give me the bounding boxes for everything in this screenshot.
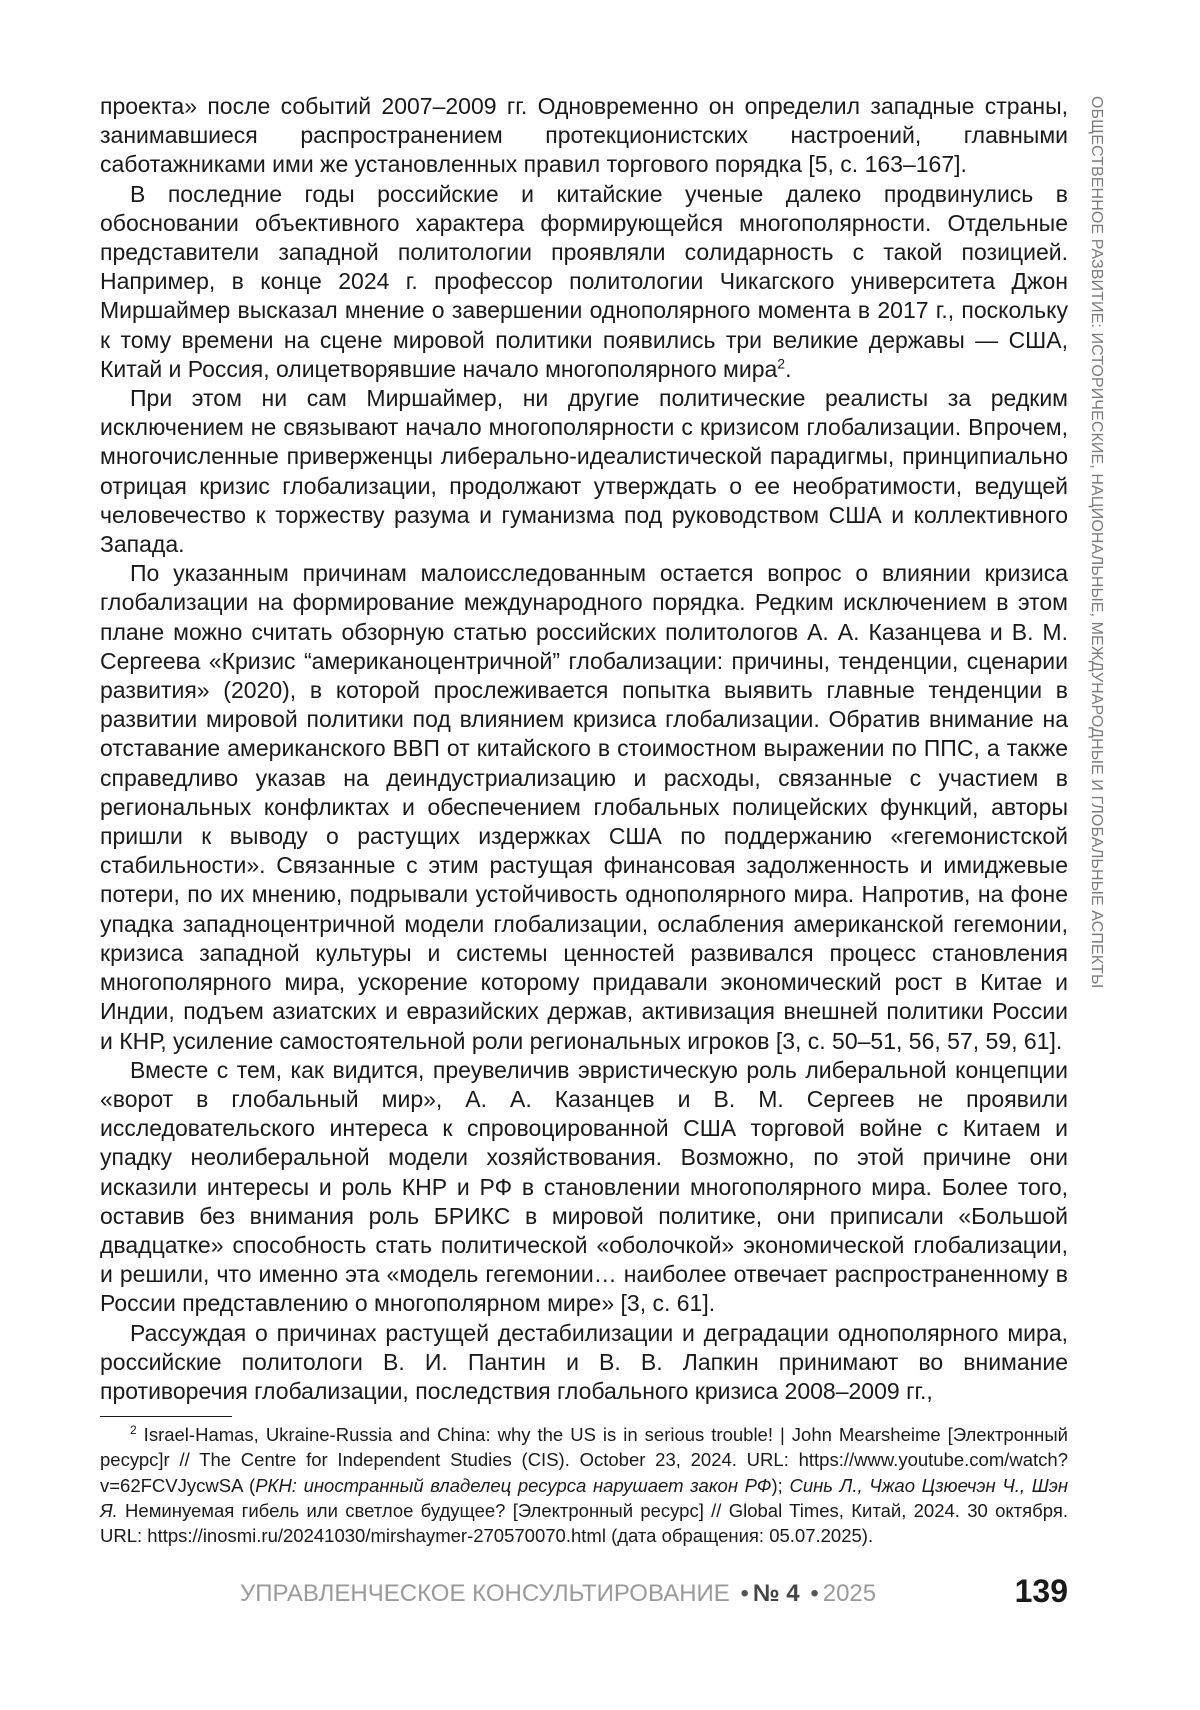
issue-number: № 4 [752,1580,800,1607]
footnote-2 [100,1422,1068,1548]
journal-name-text: УПРАВЛЕНЧЕСКОЕ КОНСУЛЬТИРОВАНИЕ [240,1580,730,1607]
paragraph-6: Рассуждая о причинах растущей дестабилизации и деградации однополярного мира, российские политологи В. И. Пантин и В. В. Лапкин принимают во внимание противоречия глобализации, последствия глобального кризиса 2008–2009 гг., [100,1319,1068,1404]
footnote-marker: 2 [130,1422,137,1437]
footnote-text-1: Israel-Hamas, Ukraine-Russia and China: why the US is in serious trouble! | John Mearsheime [Электронный ресурс]r // The Centre for Independent Studies (CIS). October 23, 2024. URL: https://www.youtube.com/watch?v=62FCVJycwSA ( [100,1424,1068,1496]
separator-dot-2: • [810,1580,819,1607]
page-footer [240,1570,1068,1614]
paragraph-2 [100,180,1068,384]
footnotes [100,1422,1068,1548]
main-text [100,92,1068,1406]
paragraph-2-end: . [785,355,792,382]
separator-dot: • [740,1580,749,1607]
paragraph-1: проекта» после событий 2007–2009 гг. Одновременно он определил западные страны, занимавшиеся распространением протекционистских настроений, главными саботажниками ими же установленных правил торгового порядка [5, с. 163–167]. [100,93,1068,178]
paragraph-2-text: В последние годы российские и китайские ученые далеко продвинулись в обосновании объективного характера формирующейся многополярности. Отдельные представители западной политологии проявляли солидарность с такой позицией. Например, в конце 2024 г. профессор политологии Чикагского университета Джон Миршаймер высказал мнение о завершении однополярного момента в 2017 г., поскольку к тому времени на сцене мировой политики появились три великие державы — США, Китай и Россия, олицетворявшие начало многополярного мира [100,180,1068,382]
footnote-text-2: ); [771,1474,790,1496]
page-number: 139 [1014,1573,1068,1609]
footnote-text-3: Неминуемая гибель или светлое будущее? [Электронный ресурс] // Global Times, Китай, 2024. 30 октября. URL: https://inosmi.ru/20241030/mirshaymer-270570070.html (дата обращения: 05.07.2025). [100,1499,1068,1547]
journal-title [240,1580,876,1608]
running-head: ОБЩЕСТВЕННОЕ РАЗВИТИЕ: ИСТОРИЧЕСКИЕ, НАЦИОНАЛЬНЫЕ, МЕЖДУНАРОДНЫЕ И ГЛОБАЛЬНЫЕ АСПЕКТЫ [1088,96,1105,989]
paragraph-5: Вместе с тем, как видится, преувеличив эвристическую роль либеральной концепции «ворот в глобальный мир», А. А. Казанцев и В. М. Сергеев не проявили исследовательского интереса к спровоцированной США торговой войне с Китаем и упадку неолиберальной модели хозяйствования. Возможно, по этой причине они исказили интересы и роль КНР и РФ в становлении многополярного мира. Более того, оставив без внимания роль БРИКС в мировой политике, они приписали «Большой двадцатке» способность стать политической «оболочкой» экономической глобализации, и решили, что именно эта «модель гегемонии… наиболее отвечает распространенному в России представлению о многополярном мире» [3, с. 61]. [100,1056,1068,1317]
issue-year: 2025 [822,1580,877,1607]
footnote-rule [100,1416,232,1417]
paragraph-4: По указанным причинам малоисследованным остается вопрос о влиянии кризиса глобализации на формирование международного порядка. Редким исключением в этом плане можно считать обзорную статью российских политологов А. А. Казанцева и В. М. Сергеева «Кризис “американоцентричной” глобализации: причины, тенденции, сценарии развития» (2020), в которой прослеживается попытка выявить главные тенденции в развитии мировой политики под влиянием кризиса глобализации. Обратив внимание на отставание американского ВВП от китайского в стоимостном выражении по ППС, а также справедливо указав на деиндустриализацию и расходы, связанные с участием в региональных конфликтах и обеспечением глобальных полицейских функций, авторы пришли к выводу о растущих издержках США по поддержанию «гегемонистской стабильности». Связанные с этим растущая финансовая задолженность и имиджевые потери, по их мнению, подрывали устойчивость однополярного мира. Напротив, на фоне упадка западноцентричной модели глобализации, ослабления американской гегемонии, кризиса западной культуры и системы ценностей развивался процесс становления многополярного мира, ускорение которому придавали экономический рост в Китае и Индии, подъем азиатских и евразийских держав, активизация внешней политики России и КНР, усиление самостоятельной роли региональных игроков [3, с. 50–51, 56, 57, 59, 61]. [100,560,1068,1054]
footnote-ref-2[interactable]: 2 [777,355,786,372]
paragraph-3: При этом ни сам Миршаймер, ни другие политические реалисты за редким исключением не связывают начало многополярности с кризисом глобализации. Впрочем, многочисленные приверженцы либерально-идеалистической парадигмы, принципиально отрицая кризис глобализации, продолжают утверждать о ее необратимости, ведущей человечество к торжеству разума и гуманизма под руководством США и коллективного Запада. [100,385,1068,558]
footnote-italic-2: Синь Л., Чжао Цзюечэн Ч., Шэн Я. [100,1474,1069,1521]
footnote-italic-1: РКН: иностранный владелец ресурса нарушает закон РФ [255,1474,772,1496]
